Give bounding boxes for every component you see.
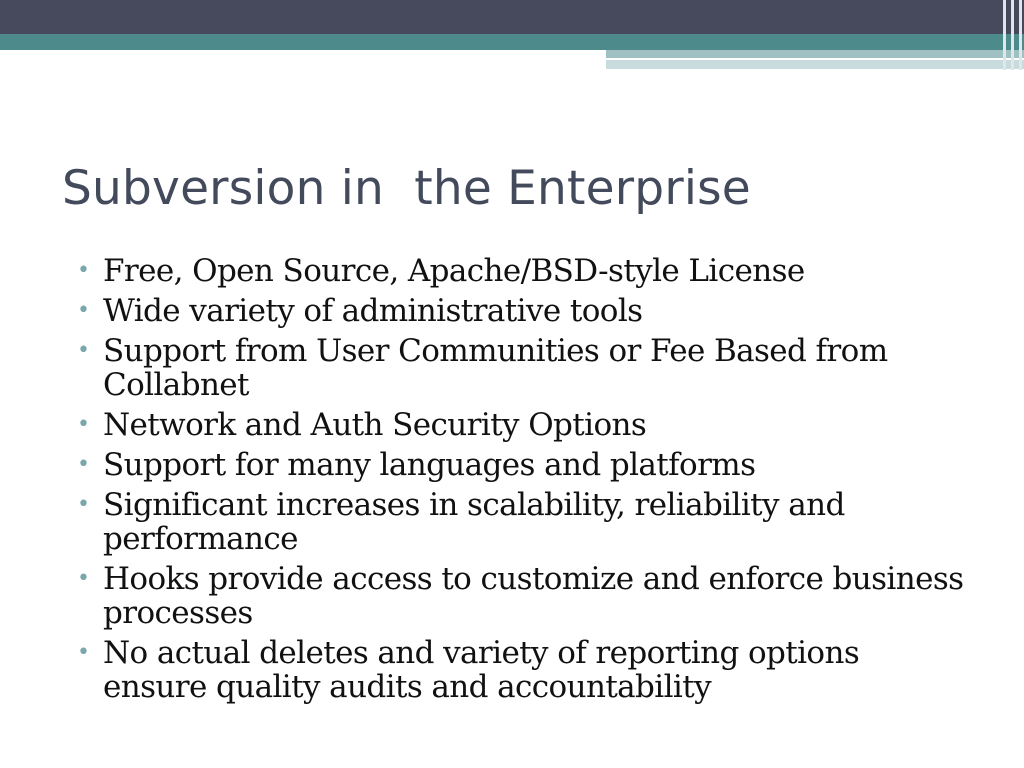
bullet-marker-icon: • [77, 412, 90, 437]
bullet-text: Wide variety of administrative tools [103, 293, 643, 329]
header-pale-band [606, 60, 1024, 69]
bullet-list [70, 254, 970, 710]
bullet-marker-icon: • [77, 640, 90, 665]
bullet-marker-icon: • [77, 566, 90, 591]
header-edge-stripe [1003, 0, 1006, 70]
bullet-text: Hooks provide access to customize and enforce business processes [103, 561, 964, 631]
bullet-item [70, 488, 970, 556]
bullet-marker-icon: • [77, 338, 90, 363]
header-dark-band [0, 0, 1024, 34]
bullet-text: Network and Auth Security Options [103, 407, 647, 443]
bullet-item [70, 408, 970, 442]
bullet-text: No actual deletes and variety of reporting options ensure quality audits and accountability [103, 635, 860, 705]
bullet-item [70, 254, 970, 288]
bullet-item [70, 294, 970, 328]
bullet-text: Support for many languages and platforms [103, 447, 756, 483]
header-light-band [606, 50, 1024, 58]
header-thin-line [826, 58, 950, 60]
bullet-item [70, 448, 970, 482]
bullet-marker-icon: • [77, 492, 90, 517]
bullet-marker-icon: • [77, 452, 90, 477]
bullet-item [70, 334, 970, 402]
bullet-item [70, 562, 970, 630]
header-decoration [0, 0, 1024, 72]
bullet-text: Free, Open Source, Apache/BSD-style License [103, 253, 805, 289]
bullet-text: Support from User Communities or Fee Based from Collabnet [103, 333, 888, 403]
bullet-marker-icon: • [77, 298, 90, 323]
header-white-strip [0, 50, 606, 56]
bullet-text: Significant increases in scalability, reliability and performance [103, 487, 845, 557]
header-edge-stripe [1019, 0, 1022, 70]
bullet-item [70, 636, 970, 704]
header-teal-band [0, 34, 1024, 50]
bullet-marker-icon: • [77, 258, 90, 283]
slide-title: Subversion in the Enterprise [62, 161, 751, 216]
header-edge-stripe [1011, 0, 1014, 70]
